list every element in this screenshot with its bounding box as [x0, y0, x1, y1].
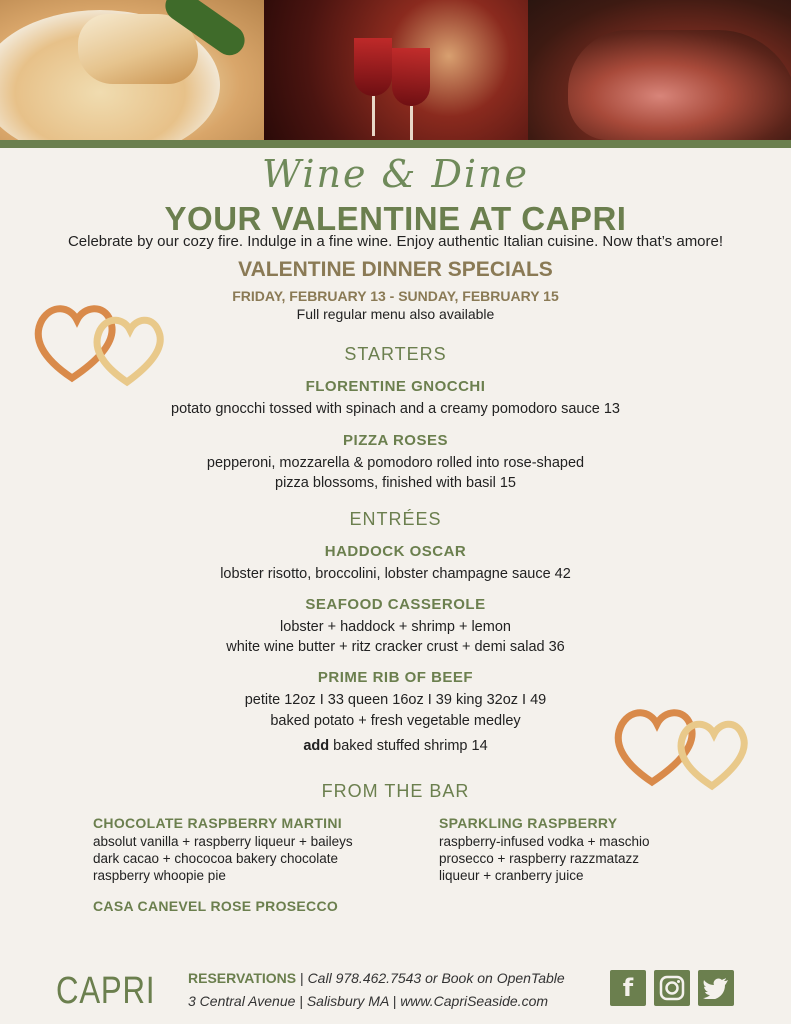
starters-heading: STARTERS [344, 344, 447, 364]
reservations-line [188, 970, 565, 986]
bar-item-desc: raspberry whoopie pie [93, 868, 226, 883]
bar-item-desc: absolut vanilla + raspberry liqueur + baileys [93, 834, 353, 849]
bar-item [93, 815, 423, 884]
bar-item [93, 898, 423, 916]
bar-item-desc: dark cacao + chococoa bakery chocolate [93, 851, 339, 866]
footer [0, 960, 791, 1024]
menu-item-name: PIZZA ROSES [343, 432, 448, 449]
menu-item-desc: lobster risotto, broccolini, lobster champagne sauce 42 [220, 566, 571, 582]
specials-title: VALENTINE DINNER SPECIALS [238, 258, 553, 281]
separator: | [296, 970, 308, 986]
header-photo-strip [0, 0, 791, 140]
bar-item-desc: raspberry-infused vodka + maschio [439, 834, 650, 849]
add-label: add [303, 738, 330, 754]
twitter-icon[interactable] [698, 970, 734, 1006]
add-on-text: baked stuffed shrimp 14 [329, 738, 488, 754]
address-line[interactable]: 3 Central Avenue | Salisbury MA | www.CapriSeaside.com [188, 993, 549, 1009]
menu-item-desc: lobster + haddock + shrimp + lemon [280, 619, 511, 635]
specials-dates: FRIDAY, FEBRUARY 13 - SUNDAY, FEBRUARY 15 [232, 288, 559, 304]
bar-item-name: SPARKLING RASPBERRY [439, 815, 618, 831]
bar-item [439, 815, 739, 884]
menu-item-desc: pepperoni, mozzarella & pomodoro rolled into rose-shaped [206, 455, 585, 471]
menu-item-desc: petite 12oz I 33 queen 16oz I 39 king 32oz I 49 [244, 692, 547, 708]
fish-photo [0, 0, 264, 140]
add-on-line [0, 738, 791, 754]
call-text[interactable]: Call 978.462.7543 or Book on OpenTable [307, 970, 565, 986]
bar-item-desc: liqueur + cranberry juice [439, 868, 584, 883]
script-title: Wine & Dine [261, 152, 530, 196]
tagline: Celebrate by our cozy fire. Indulge in a fine wine. Enjoy authentic Italian cuisine. Now that’s amore! [67, 233, 724, 250]
bar-item-name: CASA CANEVEL ROSE PROSECCO [93, 898, 339, 914]
menu-item-name: SEAFOOD CASSEROLE [305, 596, 486, 613]
bar-heading: FROM THE BAR [321, 781, 470, 801]
page-title: YOUR VALENTINE AT CAPRI [164, 200, 627, 237]
menu-item-desc: baked potato + fresh vegetable medley [270, 713, 521, 729]
entrees-heading: ENTRÉES [349, 509, 442, 529]
menu-item-desc: potato gnocchi tossed with spinach and a creamy pomodoro sauce 13 [171, 401, 620, 417]
bar-item-desc: prosecco + raspberry razzmatazz [439, 851, 639, 866]
wine-photo [264, 0, 528, 140]
menu-item-desc: white wine butter + ritz cracker crust + demi salad 36 [226, 639, 565, 655]
menu-item-desc: pizza blossoms, finished with basil 15 [275, 475, 516, 491]
specials-note: Full regular menu also available [296, 306, 495, 322]
prime-rib-photo [528, 0, 791, 140]
menu-item-name: FLORENTINE GNOCCHI [305, 378, 486, 395]
instagram-icon[interactable] [654, 970, 690, 1006]
reservations-label: RESERVATIONS [188, 970, 297, 986]
menu-item-name: PRIME RIB OF BEEF [317, 669, 474, 686]
pasta-hearts-decoration-left [32, 298, 172, 388]
menu-item-name: HADDOCK OSCAR [324, 543, 467, 560]
capri-logo: CAPRI [56, 970, 156, 1012]
bar-item-name: CHOCOLATE RASPBERRY MARTINI [93, 815, 342, 831]
facebook-icon[interactable]: f [610, 970, 646, 1006]
header-divider-band [0, 140, 791, 148]
